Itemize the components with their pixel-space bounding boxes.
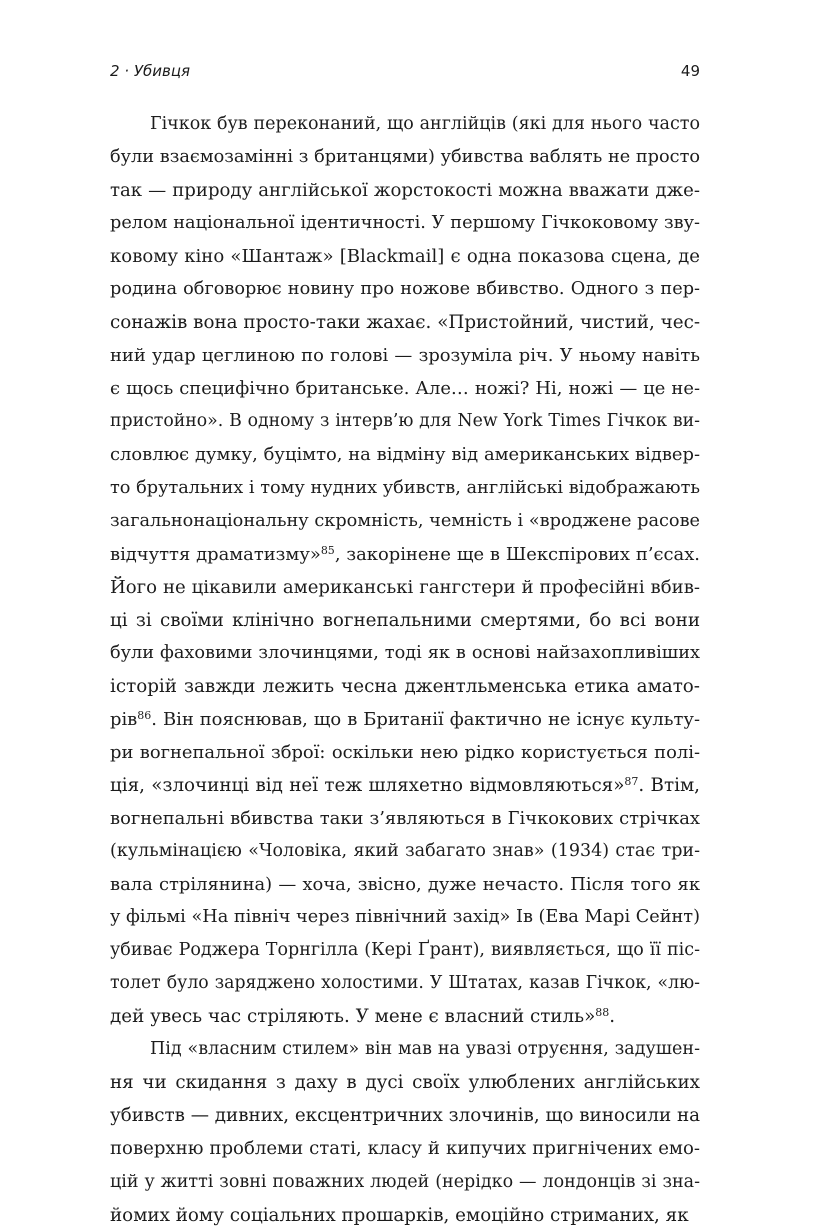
footnote-ref: 87 (624, 774, 639, 788)
text-segment: вала стрілянина) — хоча, звісно, дуже нечасто. Після того як (110, 874, 700, 896)
text-line (110, 769, 700, 802)
text-line (110, 571, 700, 604)
text-line (110, 372, 700, 405)
text-line (110, 901, 700, 934)
text-line (110, 538, 700, 571)
text-segment: рів (110, 708, 138, 730)
running-head (110, 62, 700, 86)
text-line (110, 108, 700, 141)
text-segment: пристойно». В одному з інтерв’ю для New York Times Гічкок ви- (110, 411, 700, 432)
text-segment: убивств — дивних, ексцентричних злочинів, що виносили на (110, 1105, 700, 1127)
text-segment: . (609, 1006, 616, 1028)
text-line (110, 339, 700, 372)
text-line (110, 1199, 700, 1232)
text-line (110, 240, 700, 273)
footnote-ref: 86 (137, 708, 152, 722)
text-segment: (кульмінацією «Чоловіка, який забагато знав» (1934) стає три- (110, 841, 700, 862)
text-line (110, 1099, 700, 1132)
footnote-ref: 85 (320, 543, 335, 557)
text-segment: сонажів вона просто-таки жахає. «Пристойний, чистий, чес- (110, 312, 700, 334)
text-segment: родина обговорює новину про ножове вбивство. Одного з пер- (110, 279, 700, 300)
text-line (110, 472, 700, 505)
text-line (110, 802, 700, 835)
text-line (110, 1033, 700, 1066)
text-line (110, 604, 700, 637)
text-line (110, 637, 700, 670)
text-segment: йомих йому соціальних прошарків, емоційно стриманих, як (110, 1204, 689, 1226)
text-segment: то брутальних і тому нудних убивств, англійські відображають (110, 477, 700, 498)
text-line (110, 141, 700, 174)
text-segment: Під «власним стилем» він мав на увазі отруєння, задушен- (150, 1039, 700, 1060)
text-line (110, 1066, 700, 1099)
text-line (110, 438, 700, 471)
text-segment: , закорінене ще в Шекспірових п’єсах. (334, 543, 700, 565)
text-segment: Гічкок був переконаний, що англійців (які для нього часто (150, 114, 700, 134)
text-line (110, 1166, 700, 1199)
chapter-title: 2 · Убивця (110, 62, 191, 80)
text-segment: загальнонаціональну скромність, чемність і «вроджене расове (110, 510, 700, 531)
text-segment: були взаємозамінні з британцями) убивства ваблять не просто (110, 147, 700, 168)
text-segment: у фільмі «На північ через північний захід» Ів (Ева Марі Сейнт) (110, 907, 700, 928)
text-segment: Його не цікавили американські гангстери й професійні вбив- (110, 576, 700, 598)
text-line (110, 1000, 700, 1033)
text-segment: убиває Роджера Торнгілла (Кері Ґрант), виявляється, що її піс- (110, 940, 700, 961)
text-line (110, 273, 700, 306)
text-segment: цій у житті зовні поважних людей (нерідко — лондонців зі зна- (110, 1171, 700, 1192)
text-segment: відчуття драматизму» (110, 543, 321, 565)
text-line (110, 703, 700, 736)
text-line (110, 505, 700, 538)
footnote-ref: 88 (595, 1006, 610, 1020)
text-segment: історій завжди лежить чесна джентльменська етика амато- (110, 675, 700, 697)
body-text (110, 108, 700, 1232)
text-line (110, 835, 700, 868)
text-segment: . Втім, (638, 774, 700, 796)
paragraph (110, 1033, 700, 1231)
text-segment: . Він пояснював, що в Британії фактично не існує культу- (151, 708, 700, 730)
text-segment: ковому кіно «Шантаж» [Blackmail] є одна показова сцена, де (110, 246, 700, 268)
text-segment: так — природу англійської жорстокості можна вважати дже- (110, 180, 700, 202)
text-line (110, 670, 700, 703)
text-segment: дей увесь час стріляють. У мене є власний стиль» (110, 1006, 596, 1028)
text-line (110, 405, 700, 438)
text-line (110, 306, 700, 339)
text-line (110, 967, 700, 1000)
text-segment: вогнепальні вбивства таки з’являються в Гічкокових стрічках (110, 807, 700, 829)
text-segment: ці зі своїми клінічно вогнепальними смертями, бо всі вони (110, 609, 700, 631)
text-segment: ний удар цеглиною по голові — зрозуміла річ. У ньому навіть (110, 345, 700, 367)
text-segment: поверхню проблеми статі, класу й кипучих пригнічених емо- (110, 1138, 700, 1160)
text-segment: толет було заряджено холостими. У Штатах, казав Гічкок, «лю- (110, 973, 700, 994)
page-number: 49 (680, 62, 700, 80)
text-segment: ня чи скидання з даху в дусі своїх улюблених англійських (110, 1072, 700, 1094)
text-line (110, 1132, 700, 1165)
paragraph (110, 108, 700, 1033)
text-segment: релом національної ідентичності. У першому Гічкоковому зву- (110, 213, 700, 234)
text-segment: ція, «злочинці від неї теж шляхетно відмовляються» (110, 774, 625, 796)
text-line (110, 736, 700, 769)
text-line (110, 868, 700, 901)
text-segment: словлює думку, буцімто, на відміну від американських відвер- (110, 444, 700, 466)
text-segment: є щось специфічно британське. Але… ножі? Ні, ножі — це не- (110, 378, 700, 400)
text-segment: були фаховими злочинцями, тоді як в основі найзахопливіших (110, 642, 700, 663)
text-line (110, 174, 700, 207)
text-segment: ри вогнепальної зброї: оскільки нею рідко користується полі- (110, 741, 700, 763)
text-line (110, 934, 700, 967)
text-line (110, 207, 700, 240)
